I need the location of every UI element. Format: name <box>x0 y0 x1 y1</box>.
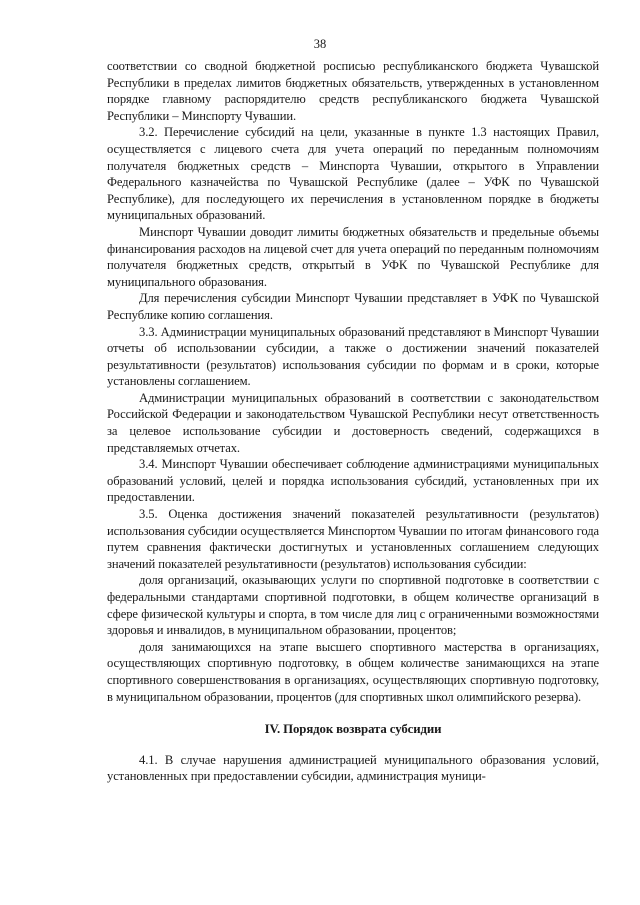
paragraph: 3.3. Администрации муниципальных образований представляют в Минспорт Чувашии отчеты об использовании субсидии, а также о достижении значений показателей результативности (результатов) использования субсидии по формам и в сроки, которые установлены соглашением. <box>107 324 599 389</box>
section-iv-body <box>107 752 599 785</box>
paragraph: Администрации муниципальных образований в соответствии с законодательством Российской Федерации и законодательством Чувашской Республики несут ответственность за целевое использование субсидии и достоверность сведений, содержащихся в представляемых отчетах. <box>107 390 599 455</box>
section-iii-continuation <box>107 58 599 705</box>
paragraph: 4.1. В случае нарушения администрацией муниципального образования условий, установленных при предоставлении субсидии, администрация муници- <box>107 752 599 784</box>
paragraph: 3.2. Перечисление субсидий на цели, указанные в пункте 1.3 настоящих Правил, осуществляется с лицевого счета для учета операций по переданным полномочиям получателя бюджетных средств – Минспорта Чувашии, открытого в Управлении Федерального казначейства по Чувашской Республике (далее – УФК по Чувашской Республике), для последующего их перечисления в установленном порядке в бюджеты муниципальных образований. <box>107 125 599 223</box>
paragraph: 3.4. Минспорт Чувашии обеспечивает соблюдение администрациями муниципальных образований условий, целей и порядка использования субсидий, установленных при их предоставлении. <box>107 457 599 505</box>
paragraph: доля занимающихся на этапе высшего спортивного мастерства в организациях, осуществляющих спортивную подготовку, в общем количестве занимающихся на этапе спортивного совершенствования в организациях, осуществляющих спортивную подготовку, в муниципальном образовании, процентов (для спортивных школ олимпийского резерва). <box>107 639 599 704</box>
paragraph: 3.5. Оценка достижения значений показателей результативности (результатов) использования субсидии осуществляется Минспортом Чувашии по итогам финансового года путем сравнения фактически достигнутых и установленных соглашением следующих значений показателей результативности (результатов) использования субсидии: <box>107 507 599 571</box>
paragraph: Для перечисления субсидии Минспорт Чувашии представляет в УФК по Чувашской Республике копию соглашения. <box>107 291 599 322</box>
paragraph: Минспорт Чувашии доводит лимиты бюджетных обязательств и предельные объемы финансирования расходов на лицевой счет для учета операций по переданным полномочиям получателя бюджетных средств, открытый в УФК по Чувашской Республике для муниципального образования. <box>107 224 599 289</box>
page-number: 38 <box>313 37 327 51</box>
section-heading: IV. Порядок возврата субсидии <box>264 722 442 737</box>
document-body <box>107 58 599 785</box>
paragraph: доля организаций, оказывающих услуги по спортивной подготовке в соответствии с федеральными стандартами спортивной подготовки, в общем количестве организаций в сфере физической культуры и спорта, в том числе для лиц с ограниченными возможностями здоровья и инвалидов, в муниципальном образовании, процентов; <box>107 573 599 638</box>
paragraph: соответствии со сводной бюджетной росписью республиканского бюджета Чувашской Республики в пределах лимитов бюджетных обязательств, утвержденных в установленном порядке главному распорядителю средств республиканского бюджета Чувашской Республики – Минспорту Чувашии. <box>107 59 599 123</box>
